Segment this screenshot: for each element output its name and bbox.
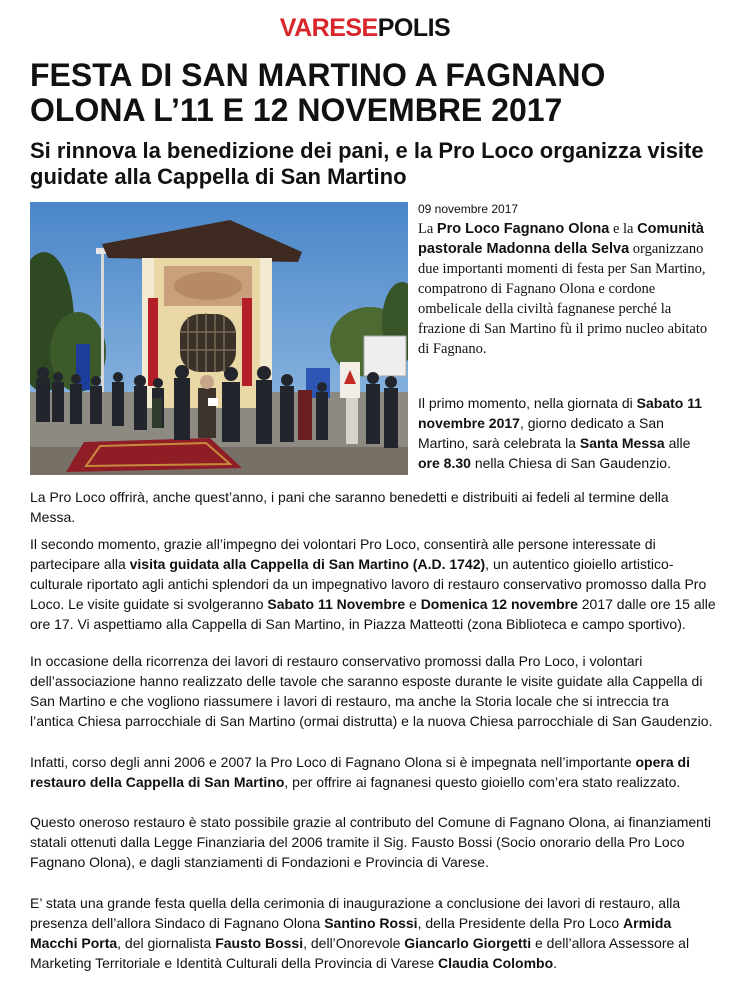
- article-subtitle: Si rinnova la benedizione dei pani, e la Pro Loco organizza visite guidate alla Cappella di San Martino: [30, 138, 704, 189]
- intro-paragraph: La Pro Loco Fagnano Olona e la Comunità pastorale Madonna della Selva organizzano due importanti momenti di festa per San Martino, compatrono di Fagnano Olona e cordone ombelicale della civiltà fagnanese perché la frazione di San Martino fù il primo nucleo abitato di Fagnano.: [418, 221, 708, 357]
- logo-part-varese: VARESE: [279, 14, 378, 42]
- funding-paragraph: Questo oneroso restauro è stato possibile grazie al contributo del Comune di Fagnano Olona, ai finanziamenti statali ottenuti dalla Legge Finanziaria del 2006 tramite il Sig. Fausto Bossi (Socio onorario della Pro Loco Fagnano Olona), e dagli stanziamenti di Fondazioni e Provincia di Varese.: [30, 814, 711, 870]
- org-name-pro-loco: Pro Loco Fagnano Olona: [436, 221, 610, 237]
- bread-paragraph: La Pro Loco offrirà, anche quest’anno, i pani che saranno benedetti e distribuiti ai fedeli al termine della Messa.: [30, 489, 669, 525]
- article-title: FESTA DI SAN MARTINO A FAGNANO OLONA L’11 E 12 NOVEMBRE 2017: [30, 57, 606, 128]
- org-name-comunita: Comunità pastorale Madonna della Selva: [418, 221, 704, 257]
- second-event-paragraph: Il secondo momento, grazie all’impegno dei volontari Pro Loco, consentirà alle persone interessate di partecipare alla visita guidata alla Cappella di San Martino (A.D. 1742), un autentico gioiello artistico-culturale riportato agli antichi splendori da un impegnativo lavoro di restauro conservativo promosso dalla Pro Loco. Le visite guidate si svolgeranno Sabato 11 Novembre e Domenica 12 novembre 2017 dalle ore 15 alle ore 17. Vi aspettiamo alla Cappella di San Martino, in Piazza Matteotti (zona Biblioteca e campo sportivo).: [30, 536, 716, 632]
- article-photo: [30, 202, 408, 475]
- logo-part-polis: POLIS: [377, 14, 451, 42]
- restoration-paragraph: Infatti, corso degli anni 2006 e 2007 la Pro Loco di Fagnano Olona si è impegnata nell’importante opera di restauro della Cappella di San Martino, per offrire ai fagnanesi questo gioiello com’era stato realizzato.: [30, 754, 690, 790]
- first-event-paragraph: Il primo momento, nella giornata di Sabato 11 novembre 2017, giorno dedicato a San Martino, sarà celebrata la Santa Messa alle ore 8.30 nella Chiesa di San Gaudenzio.: [418, 395, 703, 471]
- inauguration-paragraph: E’ stata una grande festa quella della cerimonia di inaugurazione a conclusione dei lavori di restauro, alla presenza dell’allora Sindaco di Fagnano Olona Santino Rossi, della Presidente della Pro Loco Armida Macchi Porta, del giornalista Fausto Bossi, dell’Onorevole Giancarlo Giorgetti e dell’allora Assessore al Marketing Territoriale e Identità Culturali della Provincia di Varese Claudia Colombo.: [30, 895, 690, 971]
- site-logo[interactable]: [0, 14, 730, 42]
- article-date: 09 novembre 2017: [418, 202, 519, 216]
- exhibit-paragraph: In occasione della ricorrenza dei lavori di restauro conservativo promossi dalla Pro Loco, i volontari dell’associazione hanno realizzato delle tavole che saranno esposte durante le visite guidate alla Cappella di San Martino e che vogliono riassumere i lavori di restauro, ma anche la Storia locale che si intreccia tra l’antica Chiesa parrocchiale di San Martino (ormai distrutta) e la nuova Chiesa parrocchiale di San Gaudenzio.: [30, 653, 713, 729]
